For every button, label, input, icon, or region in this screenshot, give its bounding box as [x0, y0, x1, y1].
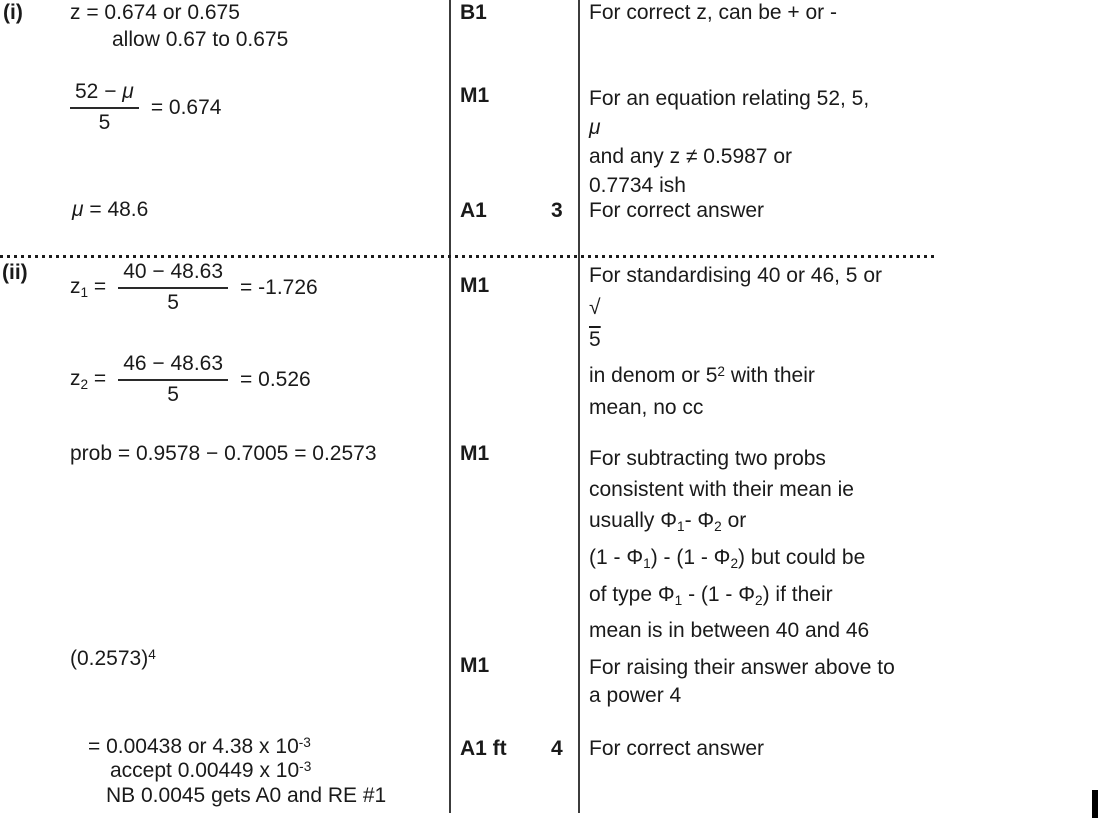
fraction: [118, 352, 228, 407]
part-i-answer-line: z = 0.674 or 0.675: [70, 1, 240, 24]
fraction: [70, 80, 139, 135]
guidance-line: of type $\Phi_1 - (1 - \Phi_2)$ if their: [589, 582, 833, 608]
part-i-equation: [70, 80, 221, 135]
mark-code-m1: M1: [460, 442, 490, 465]
equation-result: = 0.526: [240, 367, 311, 391]
fraction: [118, 260, 228, 315]
guidance-line: For raising their answer above to: [589, 656, 895, 679]
marks-column-divider: [449, 0, 451, 813]
guidance-line: mean, no cc: [589, 396, 704, 420]
part-ii-label: (ii): [2, 261, 28, 284]
guidance-line: $(1 - \Phi_1) - (1 - \Phi_2)$ but could be: [589, 545, 866, 571]
equation-result: = -1.726: [240, 275, 318, 299]
mark-code-m1: M1: [460, 84, 490, 107]
fraction-numerator: 40 − 48.63: [118, 260, 228, 289]
guidance-line: For an equation relating 52, 5,: [589, 87, 870, 110]
guidance-line: For subtracting two probs: [589, 447, 826, 470]
guidance-line: μ and any z ≠ 0.5987 or: [589, 116, 792, 168]
fraction-denominator: 5: [167, 291, 179, 314]
guidance-standardising: [589, 260, 882, 424]
part-ii-result-line: = 0.00438 or 4.38 x $10^{-3}$: [88, 735, 311, 759]
guidance-b1: For correct z, can be + or -: [589, 1, 838, 24]
guidance-line: usually $\Phi_1-$ $\Phi_2$ or: [589, 509, 747, 534]
guidance-line: 0.7734 ish: [589, 174, 686, 197]
part-ii-prob-line: prob = 0.9578 − 0.7005 = 0.2573: [70, 442, 377, 465]
part-ii-z2-equation: [70, 352, 311, 407]
mark-code-m1: M1: [460, 274, 490, 297]
guidance-line: a power 4: [589, 684, 682, 707]
mark-code-b1: B1: [460, 1, 487, 24]
z2-lhs: $z_2$ =: [70, 367, 107, 392]
mark-code-m1: M1: [460, 654, 490, 677]
part-ii-z1-equation: [70, 260, 318, 315]
part-ii-accept-line: accept 0.00449 x $10^{-3}$: [110, 759, 312, 783]
fraction-denominator: 5: [98, 111, 111, 134]
mark-code-a1: A1: [460, 199, 487, 222]
guidance-line: For standardising 40 or 46, 5 or: [589, 264, 882, 287]
guidance-line: √ 5 in denom or $5^2$ with their: [589, 296, 815, 388]
guidance-line: mean is in between 40 and 46: [589, 619, 870, 643]
part-i-mark-total: 3: [551, 199, 563, 222]
part-ii-power-expression: $(0.2573)^4$: [70, 647, 156, 671]
fraction-denominator: 5: [167, 383, 179, 406]
guidance-power: [589, 654, 895, 710]
guidance-m1: [589, 84, 869, 200]
guidance-subtracting: [589, 443, 869, 646]
guidance-line: consistent with their mean ie: [589, 478, 854, 501]
part-i-mu-result: μ = 48.6: [72, 198, 149, 221]
fraction-numerator: 46 − 48.63: [118, 352, 228, 381]
z1-lhs: $z_1$ =: [70, 275, 107, 300]
guidance-a1: For correct answer: [589, 199, 765, 222]
part-i-allow-line: allow 0.67 to 0.675: [112, 28, 289, 51]
guidance-a1ft: For correct answer: [589, 737, 765, 760]
text-caret-mark: [1092, 790, 1098, 818]
equation-result: = 0.674: [150, 95, 222, 119]
part-ii-nb-line: NB 0.0045 gets A0 and RE #1: [106, 784, 387, 807]
guidance-column-divider: [578, 0, 580, 813]
mark-code-a1ft: A1 ft: [460, 737, 507, 760]
part-ii-mark-total: 4: [551, 737, 563, 760]
part-i-label: (i): [3, 1, 23, 24]
fraction-numerator: 52 − μ: [70, 80, 139, 109]
part-separator-dotted-line: [0, 255, 937, 258]
